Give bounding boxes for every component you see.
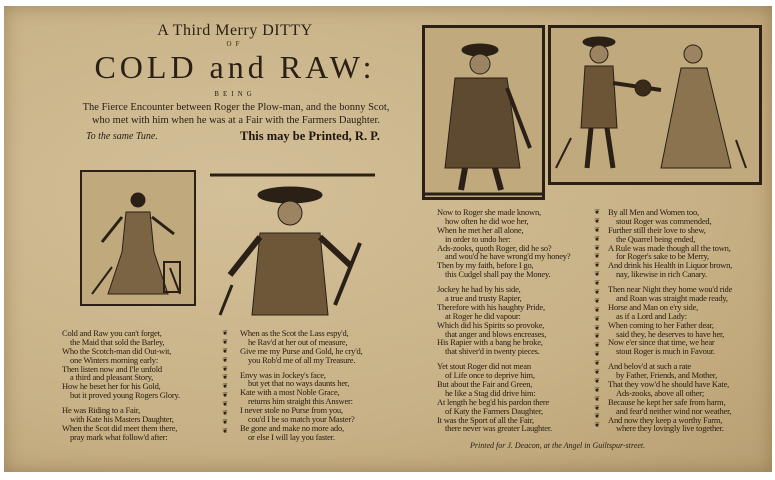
ornament-glyph: ❦ bbox=[594, 252, 600, 261]
verse-line: that anger and blows encreases, bbox=[445, 328, 547, 339]
title-of: OF bbox=[226, 40, 244, 48]
ornament-glyph: ❦ bbox=[222, 337, 228, 346]
verse-line: Envy was in Jockey's face, bbox=[240, 369, 326, 380]
subtitle bbox=[56, 101, 416, 127]
ornament-glyph: ❦ bbox=[222, 391, 228, 400]
ornament-glyph: ❦ bbox=[222, 329, 228, 337]
verse-line: stout Roger is much in Favour. bbox=[616, 346, 715, 357]
ornament-glyph: ❦ bbox=[594, 216, 600, 225]
ornament-glyph: ❦ bbox=[594, 421, 600, 430]
verse-line: Because he kept her safe from harm, bbox=[608, 396, 726, 407]
verse-line: he Rav'd at her out of measure, bbox=[248, 336, 348, 347]
ornament-glyph: ❦ bbox=[594, 296, 600, 305]
verse-line: a true and trusty Rapier, bbox=[445, 293, 522, 304]
verse-line: Horse and Man on e'ry side, bbox=[608, 301, 699, 312]
woodcut-roger bbox=[422, 25, 545, 200]
verse-line: And now they keep a worthy Farm, bbox=[608, 414, 723, 425]
ornament-glyph: ❦ bbox=[594, 412, 600, 421]
verse-column-3 bbox=[437, 208, 570, 433]
ornament-glyph: ❦ bbox=[594, 270, 600, 279]
verse-line: the Quarrel being ended, bbox=[616, 233, 696, 244]
ornament-glyph: ❦ bbox=[222, 400, 228, 409]
ornament-glyph: ❦ bbox=[222, 426, 228, 435]
verse-line: A Rule was made though all the town, bbox=[608, 242, 731, 253]
verse-line: by Father, Friends, and Mother, bbox=[616, 370, 718, 381]
ornament-border-right bbox=[590, 208, 604, 430]
subtitle-line-1: The Fierce Encounter between Roger the Plow-man, and the bonny Scot, bbox=[82, 102, 390, 113]
verse-line: of Life once to deprive him, bbox=[445, 370, 535, 381]
licence-note: This may be Printed, R. P. bbox=[240, 129, 380, 143]
verse-line: or else I will lay you faster. bbox=[248, 431, 335, 442]
ornament-glyph: ❦ bbox=[594, 341, 600, 350]
verse-line: When coming to her Father dear, bbox=[608, 319, 714, 330]
verse-line: at Roger he did vapour: bbox=[445, 310, 521, 321]
verse-line: Now to Roger she made known, bbox=[437, 207, 541, 217]
verse-line: He was Riding to a Fair, bbox=[62, 405, 140, 416]
verse-line: By all Men and Women too, bbox=[608, 207, 699, 217]
verse-line: Who the Scotch-man did Out-wit, bbox=[62, 345, 172, 356]
ornament-glyph: ❦ bbox=[594, 385, 600, 394]
imprint: Printed for J. Deacon, at the Angel in Guiltspur-street. bbox=[470, 441, 646, 450]
verse-line: I never stole no Purse from you, bbox=[240, 405, 343, 416]
verse-line: When the Scot did meet them there, bbox=[62, 422, 178, 433]
verse-column-2 bbox=[240, 329, 363, 442]
verse-line: That they vow'd he should have Kate, bbox=[608, 379, 730, 390]
ornament-glyph: ❦ bbox=[594, 261, 600, 270]
verse-line: pray mark what follow'd after: bbox=[70, 431, 168, 442]
verse-line: Be gone and make no more ado, bbox=[240, 422, 344, 433]
ornament-glyph: ❦ bbox=[594, 376, 600, 385]
verse-line: and Roan was straight made ready, bbox=[616, 293, 728, 304]
verse-line: that shiver'd in twenty pieces. bbox=[445, 346, 540, 357]
verse-line: And belov'd at such a rate bbox=[608, 361, 691, 372]
ornament-glyph: ❦ bbox=[594, 225, 600, 234]
ornament-glyph: ❦ bbox=[594, 359, 600, 368]
verse-line: Further still their love to shew, bbox=[608, 224, 706, 235]
verse-line: cou'd I be so match your Master? bbox=[248, 414, 355, 425]
verse-line: It was the Sport of all the Fair, bbox=[437, 414, 534, 425]
ornament-border-left bbox=[218, 329, 232, 436]
ornament-glyph: ❦ bbox=[594, 394, 600, 403]
woodcut-couple bbox=[548, 25, 762, 185]
verse-line: stout Roger was commended, bbox=[616, 215, 712, 226]
verse-line: But about the Fair and Green, bbox=[437, 379, 533, 390]
woodcut-scot bbox=[210, 165, 378, 317]
verse-line: said they, he deserves to have her, bbox=[616, 328, 725, 339]
verse-line: how often he did woe her, bbox=[445, 215, 529, 226]
ornament-glyph: ❦ bbox=[594, 208, 600, 216]
ornament-glyph: ❦ bbox=[222, 382, 228, 391]
verse-column-4 bbox=[608, 208, 732, 433]
verse-line: Yet stout Roger did not mean bbox=[437, 361, 531, 372]
verse-line: there never was greater Laughter. bbox=[445, 423, 552, 434]
verse-line: in order to undo her: bbox=[445, 233, 511, 244]
ornament-glyph: ❦ bbox=[594, 368, 600, 377]
verse-line: the Maid that sold the Barley, bbox=[70, 336, 165, 347]
verse-line: Ads-zooks, above all other; bbox=[616, 387, 705, 398]
ornament-glyph: ❦ bbox=[222, 417, 228, 426]
ornament-glyph: ❦ bbox=[594, 305, 600, 314]
verse-line: And drink his Health in Liquor brown, bbox=[608, 260, 733, 271]
ornament-glyph: ❦ bbox=[222, 355, 228, 364]
verse-line: one Winters morning early: bbox=[70, 354, 159, 365]
ornament-glyph: ❦ bbox=[594, 323, 600, 332]
verse-line: he like a Stag did drive him: bbox=[445, 387, 536, 398]
ornament-glyph: ❦ bbox=[222, 364, 228, 373]
verse-line: nay, likewise in rich Canary. bbox=[616, 269, 707, 280]
ornament-glyph: ❦ bbox=[594, 243, 600, 252]
ornament-glyph: ❦ bbox=[222, 409, 228, 418]
verse-line: Give me my Purse and Gold, he cry'd, bbox=[240, 345, 363, 356]
verse-line: as if a Lord and Lady: bbox=[616, 310, 687, 321]
ornament-glyph: ❦ bbox=[594, 403, 600, 412]
verse-line: but it proved young Rogers Glory. bbox=[70, 390, 180, 401]
verse-line: How he beset her for his Gold, bbox=[62, 381, 161, 392]
verse-line: of Katy the Farmers Daughter, bbox=[445, 405, 543, 416]
verse-line: Kate with a most Noble Grace, bbox=[240, 387, 340, 398]
verse-line: When he met her all alone, bbox=[437, 224, 524, 235]
verse-column-1 bbox=[62, 329, 180, 442]
verse-line: for Roger's sake to be Merry, bbox=[616, 251, 709, 262]
subtitle-line-2: who met with him when he was at a Fair with the Farmers Daughter. bbox=[91, 115, 381, 126]
tune-note: To the same Tune. bbox=[86, 131, 158, 142]
verse-line: a third and pleasant Story, bbox=[70, 372, 154, 383]
ornament-glyph: ❦ bbox=[222, 373, 228, 382]
verse-line: but yet that no ways daunts her, bbox=[248, 378, 350, 389]
verse-line: Then by my faith, before I go, bbox=[437, 260, 534, 271]
verse-line: returns him straight this Answer: bbox=[248, 396, 353, 407]
ornament-glyph: ❦ bbox=[594, 234, 600, 243]
verse-line: and wou'd he have wrong'd my honey? bbox=[445, 251, 571, 262]
verse-line: and fear'd neither wind nor weather, bbox=[616, 405, 732, 416]
ornament-glyph: ❦ bbox=[594, 332, 600, 341]
ornament-glyph: ❦ bbox=[594, 288, 600, 297]
verse-line: this Cudgel shall pay the Money. bbox=[445, 269, 551, 280]
main-title: COLD and RAW: bbox=[94, 49, 376, 85]
verse-line: His Rapier with a bang he broke, bbox=[437, 337, 543, 348]
ornament-glyph: ❦ bbox=[594, 350, 600, 359]
verse-line: where they lovingly live together. bbox=[616, 423, 724, 434]
verse-line: Therefore with his haughty Pride, bbox=[437, 301, 545, 312]
title-being: BEING bbox=[214, 90, 256, 98]
verse-line: Jockey he had by his side, bbox=[437, 284, 521, 295]
ornament-glyph: ❦ bbox=[594, 314, 600, 323]
verse-line: Now e'er since that time, we hear bbox=[608, 337, 715, 348]
woodcut-lady bbox=[80, 170, 196, 306]
verse-line: Then near Night they home wou'd ride bbox=[608, 284, 733, 295]
ornament-glyph: ❦ bbox=[222, 346, 228, 355]
verse-line: Cold and Raw you can't forget, bbox=[62, 328, 162, 338]
verse-line: you Rob'd me of all my Treasure. bbox=[248, 354, 356, 365]
verse-line: Ads-zooks, quoth Roger, did he so? bbox=[437, 242, 552, 253]
verse-line: When as the Scot the Lass espy'd, bbox=[240, 328, 349, 338]
verse-line: Which did his Spirits so provoke, bbox=[437, 319, 545, 330]
ornament-glyph: ❦ bbox=[594, 279, 600, 288]
verse-line: At length he beg'd his pardon there bbox=[437, 396, 550, 407]
title-line-1: A Third Merry DITTY bbox=[157, 22, 313, 39]
verse-line: Then listen now and I'le unfold bbox=[62, 363, 162, 374]
verse-line: with Kate his Masters Daughter, bbox=[70, 414, 174, 425]
